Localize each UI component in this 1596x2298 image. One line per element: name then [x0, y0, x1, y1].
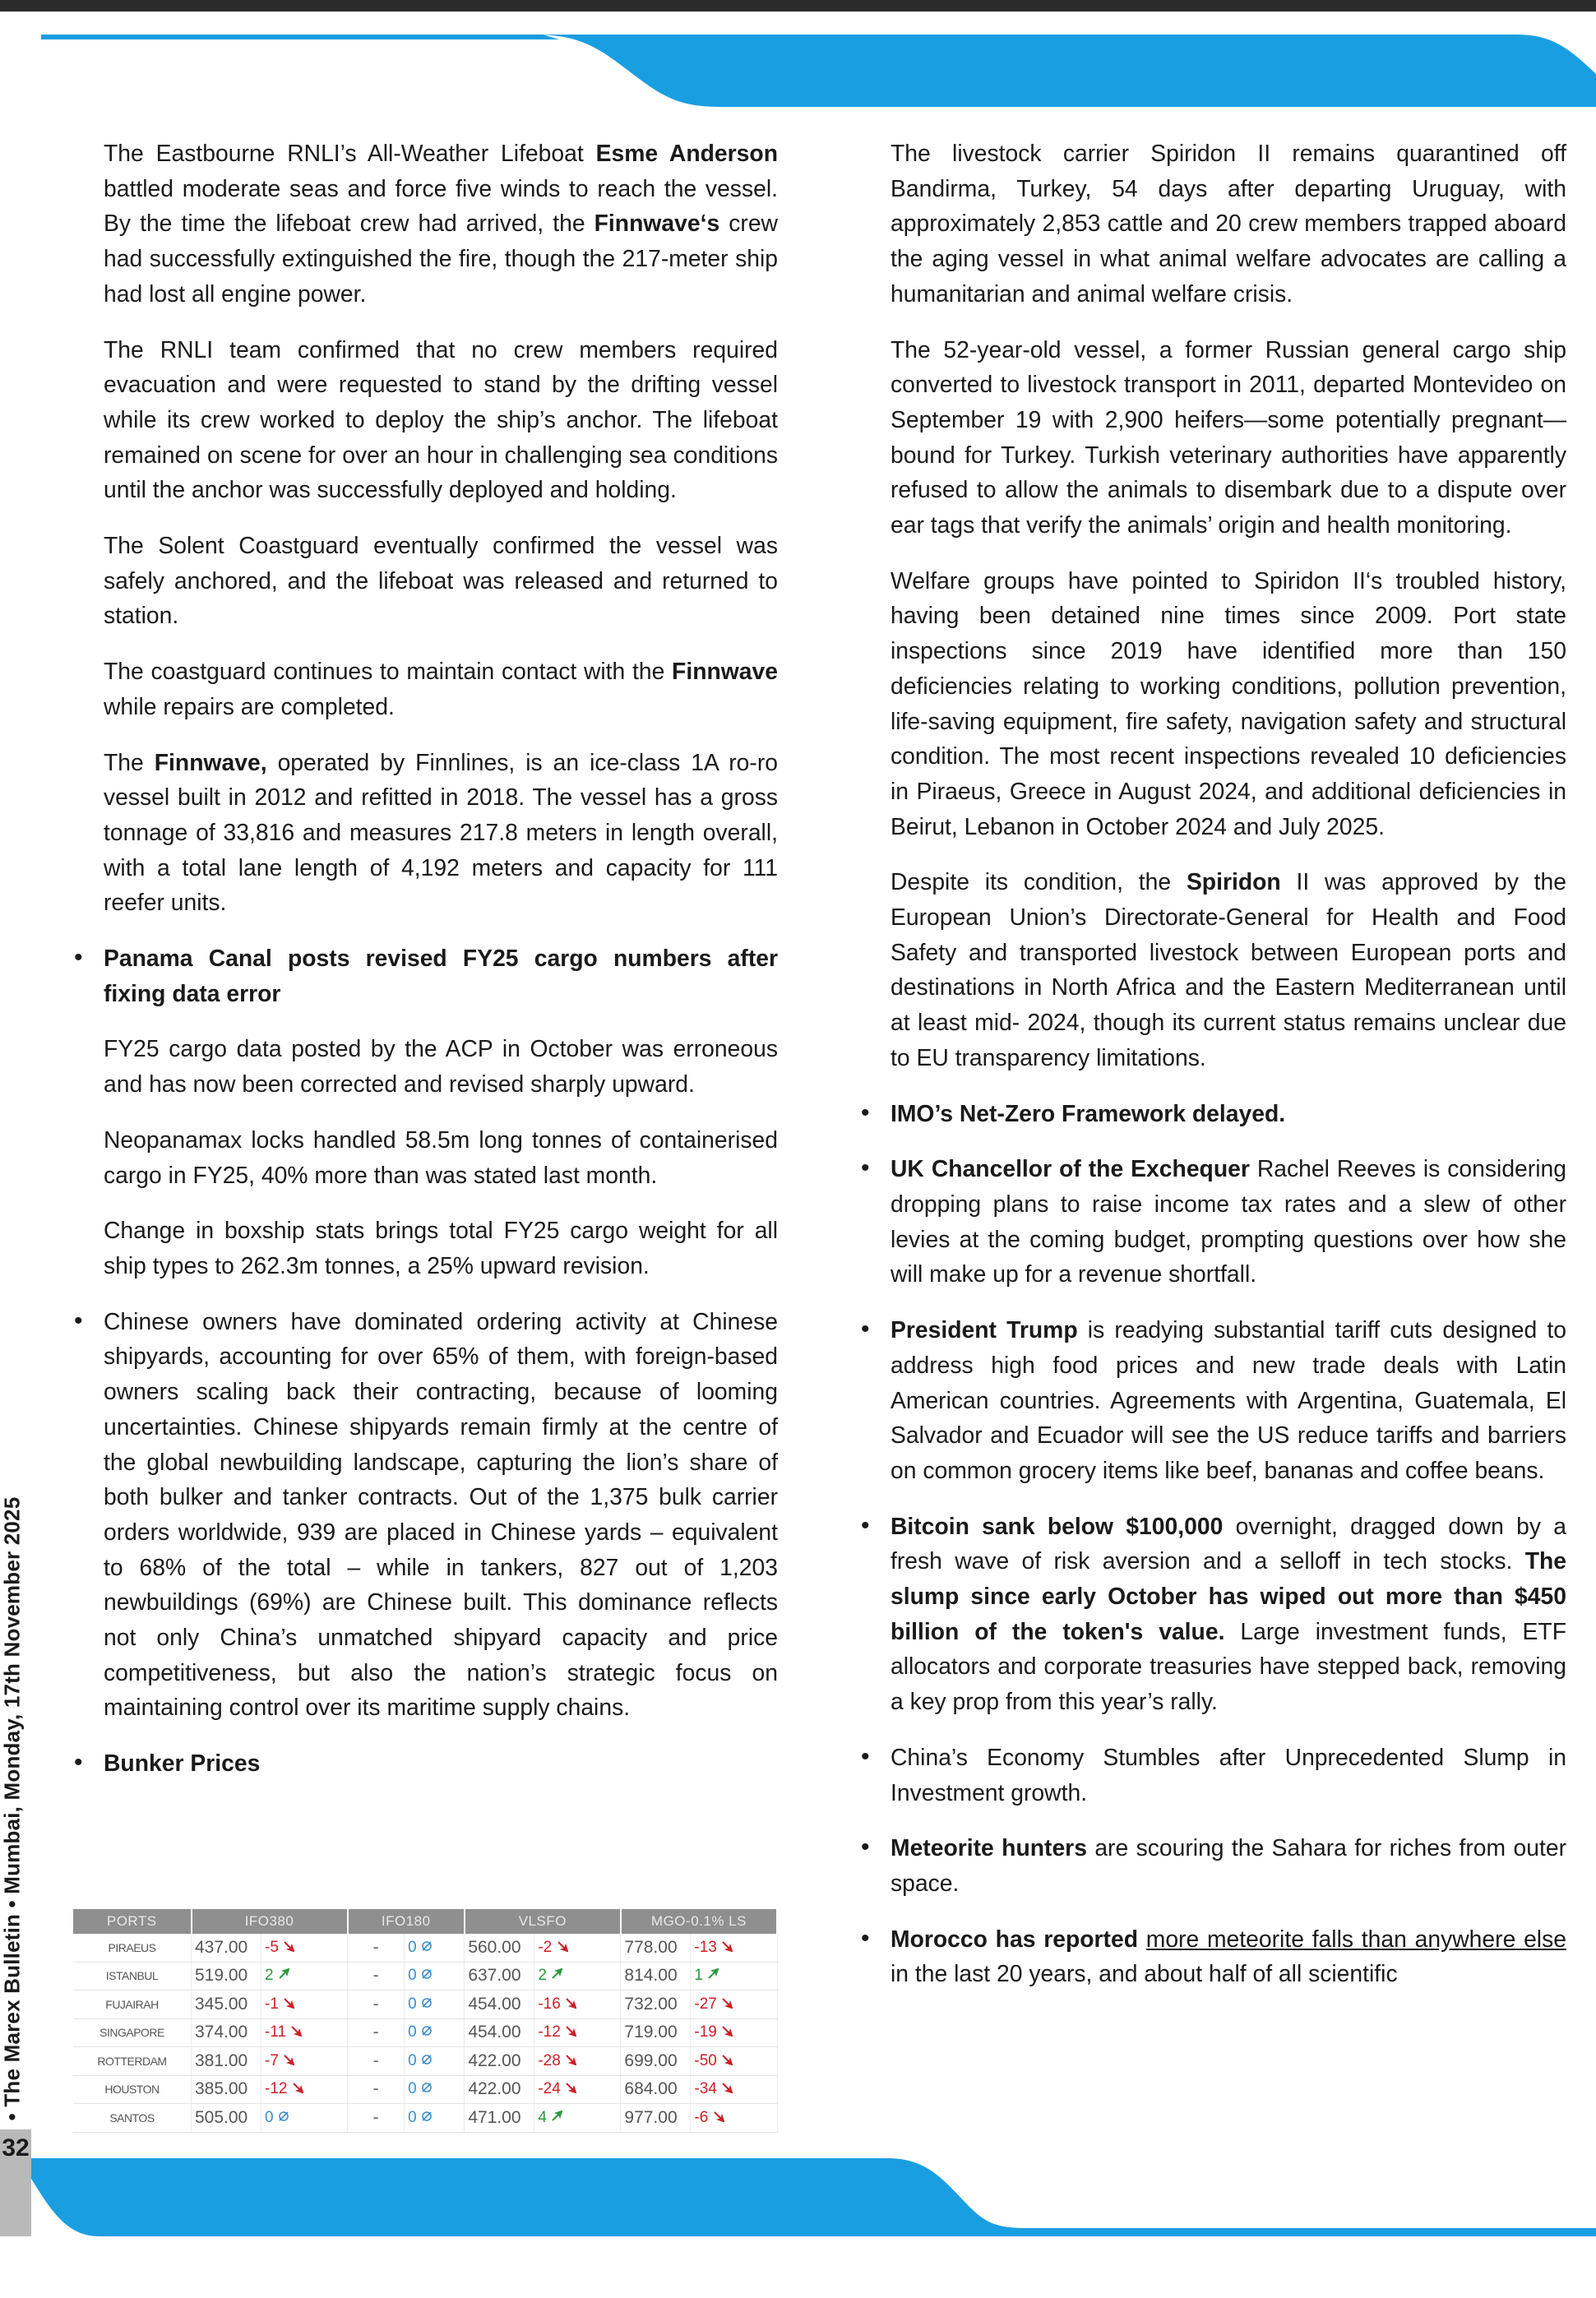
price-change: -19 [691, 2018, 777, 2047]
header-vlsfo: VLSFO [465, 1909, 621, 1934]
page-number: 32 [2, 2134, 30, 2162]
price-change: -24 [534, 2075, 621, 2104]
bullet-uk-chancellor: • UK Chancellor of the Exchequer Rachel Reeves is considering dropping plans to raise income tax rates and a slew of other levies at the coming budget, prompting questions over how she will make up for a revenue shortfall. [891, 1151, 1566, 1292]
price-change: -13 [691, 1934, 777, 1962]
vlsfo-price: 454.00 [465, 2018, 534, 2047]
price-change: -11 [261, 2018, 348, 2047]
sidebar-publication-line: • The Marex Bulletin • Mumbai, Monday, 17th November 2025 [0, 1496, 25, 2121]
arrow-down-icon [290, 2023, 302, 2041]
price-change: 4 [534, 2104, 621, 2133]
arrow-down-icon [721, 1939, 733, 1956]
left-column [104, 136, 778, 1801]
price-change: -34 [691, 2075, 777, 2104]
arrow-down-icon [565, 1995, 576, 2013]
paragraph-rnli: The RNLI team confirmed that no crew members required evacuation and were requested to stand by the drifting vessel while its crew worked to deploy the ship’s anchor. The lifeboat remained on scene for over an hour in challenging sea conditions until the anchor was successfully deployed and holding. [104, 335, 778, 503]
bunker-row [73, 1934, 777, 1962]
vlsfo-price: 637.00 [465, 1962, 534, 1991]
port-name: SINGAPORE [73, 2018, 192, 2047]
mgo-price: 814.00 [621, 1962, 691, 1991]
price-change: 0 [405, 2075, 465, 2104]
ifo180-price: - [348, 1962, 405, 1991]
price-change: 0 [405, 2104, 465, 2133]
bullet-imo: • IMO’s Net-Zero Framework delayed. [891, 1096, 1566, 1131]
arrow-up-icon [551, 1967, 562, 1984]
ifo380-price: 385.00 [192, 2075, 261, 2104]
ifo180-price: - [348, 2018, 405, 2047]
top-blue-banner [0, 25, 1596, 107]
mgo-price: 684.00 [621, 2075, 691, 2104]
port-name: SANTOS [73, 2104, 192, 2133]
price-change: 2 [534, 1962, 621, 1991]
arrow-down-icon [721, 2023, 733, 2041]
no-change-icon [421, 1967, 433, 1984]
bullet-chinese-shipyards: • Chinese owners have dominated ordering activity at Chinese shipyards, accounting for over 65% of them, with foreign-based owners scaling back their contracting, because of looming uncertainties. Chinese shipyards remain firmly at the centre of the global newbuilding landscape, capturing the lion’s share of both bulker and tanker contracts. Out of the 1,375 bulk carrier orders worldwide, 939 are placed in Chinese yards – equivalent to 68% of the total – while in tankers, 827 out of 1,203 newbuildings (69%) are Chinese built. This dominance reflects not only China’s unmatched shipyard capacity and price competitiveness, but also the nation’s strategic focus on maintaining control over its maritime supply chains. [104, 1304, 778, 1725]
header-ifo380: IFO380 [192, 1909, 348, 1934]
no-change-icon [421, 2052, 433, 2069]
price-change: -2 [534, 1934, 621, 1962]
paragraph-finnwave-specs: The Finnwave, operated by Finnlines, is an ice-class 1A ro-ro vessel built in 2012 and refitted in 2018. The vessel has a gross tonnage of 33,816 and measures 217.8 meters in length overall, with a total lane length of 4,192 meters and capacity for 111 reefer units. [104, 748, 778, 916]
mgo-price: 778.00 [621, 1934, 691, 1962]
ifo180-price: - [348, 1991, 405, 2019]
vlsfo-price: 471.00 [465, 2104, 534, 2133]
no-change-icon [421, 1995, 433, 2013]
price-change: 0 [405, 2018, 465, 2047]
paragraph-neopanamax: Neopanamax locks handled 58.5m long tonnes of containerised cargo in FY25, 40% more than was stated last month. [104, 1126, 778, 1188]
mgo-price: 699.00 [621, 2047, 691, 2076]
paragraph-vessel-history: The 52-year-old vessel, a former Russian general cargo ship converted to livestock transport in 2011, departed Montevideo on September 19 with 2,900 heifers—some potentially pregnant— bound for Turkey. Turkish veterinary authorities have apparently refused to allow the animals to disembark due to a dispute over ear tags that verify the animals’ origin and health monitoring. [891, 335, 1566, 539]
bullet-china-economy: • China’s Economy Stumbles after Unprecedented Slump in Investment growth. [891, 1740, 1566, 1810]
ifo380-price: 519.00 [192, 1962, 261, 1991]
bullet-meteorite-hunters: • Meteorite hunters are scouring the Sahara for riches from outer space. [891, 1830, 1566, 1900]
ifo180-price: - [348, 1934, 405, 1962]
arrow-down-icon [292, 2080, 303, 2097]
header-ports: PORTS [73, 1909, 192, 1934]
bullet-trump-tariffs: • President Trump is readying substantial tariff cuts designed to address high food prices and new trade deals with Latin American countries. Agreements with Argentina, Guatemala, El Salvador and Ecuador will see the US reduce tariffs and barriers on common grocery items like beef, bananas and coffee beans. [891, 1312, 1566, 1488]
ifo380-price: 505.00 [192, 2104, 261, 2133]
vlsfo-price: 454.00 [465, 1991, 534, 2019]
port-name: FUJAIRAH [73, 1991, 192, 2019]
ifo180-price: - [348, 2075, 405, 2104]
bunker-table-header [73, 1909, 777, 1934]
price-change: -1 [261, 1991, 348, 2019]
paragraph-contact: The coastguard continues to maintain contact with the Finnwave while repairs are completed. [104, 658, 778, 719]
mgo-price: 719.00 [621, 2018, 691, 2047]
price-change: 1 [691, 1962, 777, 1991]
no-change-icon [278, 2109, 289, 2126]
paragraph-acp-data: FY25 cargo data posted by the ACP in October was erroneous and has now been corrected and revised sharply upward. [104, 1035, 778, 1098]
port-name: HOUSTON [73, 2075, 192, 2104]
price-change: -27 [691, 1991, 777, 2019]
arrow-down-icon [721, 1995, 733, 2013]
arrow-down-icon [283, 2052, 294, 2069]
ifo180-price: - [348, 2047, 405, 2076]
price-change: 0 [405, 1962, 465, 1991]
price-change: -50 [691, 2047, 777, 2076]
ifo180-price: - [348, 2104, 405, 2133]
arrow-up-icon [707, 1967, 719, 1984]
arrow-up-icon [278, 1967, 289, 1984]
paragraph-coastguard: The Solent Coastguard eventually confirmed the vessel was safely anchored, and the lifeboat was released and returned to station. [104, 532, 778, 629]
port-name: ISTANBUL [73, 1962, 192, 1991]
paragraph-welfare-groups: Welfare groups have pointed to Spiridon II‘s troubled history, having been detained nine times since 2009. Port state inspections since 2019 have identified more than 150 deficiencies relating to working conditions, pollution prevention, life-saving equipment, fire safety, navigation safety and structural condition. The most recent inspections revealed 10 deficiencies in Piraeus, Greece in August 2024, and additional deficiencies in Beirut, Lebanon in October 2024 and July 2025. [891, 566, 1566, 839]
bottom-blue-banner [0, 2158, 1596, 2236]
no-change-icon [421, 2080, 433, 2097]
ifo380-price: 345.00 [192, 1991, 261, 2019]
no-change-icon [421, 2023, 433, 2041]
top-dark-bar [0, 0, 1596, 12]
paragraph-lifeboat: The Eastbourne RNLI’s All-Weather Lifeboat Esme Anderson battled moderate seas and force five winds to reach the vessel. By the time the lifeboat crew had arrived, the Finnwave‘s crew had successfully extinguished the fire, though the 217-meter ship had lost all engine power. [104, 140, 778, 307]
arrow-down-icon [565, 2023, 576, 2041]
bunker-row [73, 2047, 777, 2076]
ifo380-price: 437.00 [192, 1934, 261, 1962]
price-change: -5 [261, 1934, 348, 1962]
arrow-down-icon [557, 1939, 568, 1956]
vlsfo-price: 422.00 [465, 2075, 534, 2104]
price-change: -16 [534, 1991, 621, 2019]
arrow-down-icon [721, 2080, 733, 2097]
price-change: -6 [691, 2104, 777, 2133]
arrow-down-icon [565, 2052, 576, 2069]
price-change: -7 [261, 2047, 348, 2076]
price-change: -12 [534, 2018, 621, 2047]
bunker-row [73, 1991, 777, 2019]
no-change-icon [421, 1939, 433, 1956]
vlsfo-price: 560.00 [465, 1934, 534, 1962]
no-change-icon [421, 2109, 433, 2126]
price-change: 0 [261, 2104, 348, 2133]
paragraph-eu-approval: Despite its condition, the Spiridon II was approved by the European Union’s Directorate-General for Health and Food Safety and transported livestock between European ports and destinations in North Africa and the Eastern Mediterranean until at least mid- 2024, though its current status remains unclear due to EU transparency limitations. [891, 868, 1566, 1070]
bullet-panama-canal: • Panama Canal posts revised FY25 cargo numbers after fixing data error [104, 941, 778, 1010]
morocco-link[interactable]: more meteorite falls than anywhere else [1145, 1925, 1566, 1952]
mgo-price: 732.00 [621, 1991, 691, 2019]
header-mgo: MGO-0.1% LS [621, 1909, 777, 1934]
ifo380-price: 374.00 [192, 2018, 261, 2047]
arrow-down-icon [713, 2109, 724, 2126]
price-change: 2 [261, 1962, 348, 1991]
price-change: -28 [534, 2047, 621, 2076]
paragraph-boxship: Change in boxship stats brings total FY25 cargo weight for all ship types to 262.3m tonnes, a 25% upward revision. [104, 1217, 778, 1278]
bullet-bitcoin: • Bitcoin sank below $100,000 overnight, dragged down by a fresh wave of risk aversion and a selloff in tech stocks. The slump since early October has wiped out more than $450 billion of the token's value. Large investment funds, ETF allocators and corporate treasuries have stepped back, removing a key prop from this year’s rally. [891, 1509, 1566, 1719]
arrow-down-icon [721, 2052, 733, 2069]
arrow-down-icon [283, 1939, 294, 1956]
bullet-morocco: • Morocco has reported more meteorite falls than anywhere else in the last 20 years, and about half of all scientific [891, 1921, 1566, 1991]
bunker-row [73, 1962, 777, 1991]
mgo-price: 977.00 [621, 2104, 691, 2133]
price-change: 0 [405, 1934, 465, 1962]
vlsfo-price: 422.00 [465, 2047, 534, 2076]
bunker-row [73, 2104, 777, 2133]
arrow-down-icon [565, 2080, 576, 2097]
price-change: 0 [405, 2047, 465, 2076]
bullet-bunker-prices: • Bunker Prices [104, 1745, 778, 1781]
bunker-prices-table [73, 1909, 778, 2133]
header-ifo180: IFO180 [348, 1909, 465, 1934]
price-change: -12 [261, 2075, 348, 2104]
port-name: PIRAEUS [73, 1934, 192, 1962]
right-column [891, 136, 1566, 2012]
paragraph-spiridon-quarantine: The livestock carrier Spiridon II remains quarantined off Bandirma, Turkey, 54 days after departing Uruguay, with approximately 2,853 cattle and 20 crew members trapped aboard the aging vessel in what animal welfare advocates are calling a humanitarian and animal welfare crisis. [891, 140, 1566, 307]
bunker-row [73, 2018, 777, 2047]
price-change: 0 [405, 1991, 465, 2019]
arrow-up-icon [551, 2109, 562, 2126]
arrow-down-icon [283, 1995, 294, 2013]
ifo380-price: 381.00 [192, 2047, 261, 2076]
port-name: ROTTERDAM [73, 2047, 192, 2076]
bunker-row [73, 2075, 777, 2104]
